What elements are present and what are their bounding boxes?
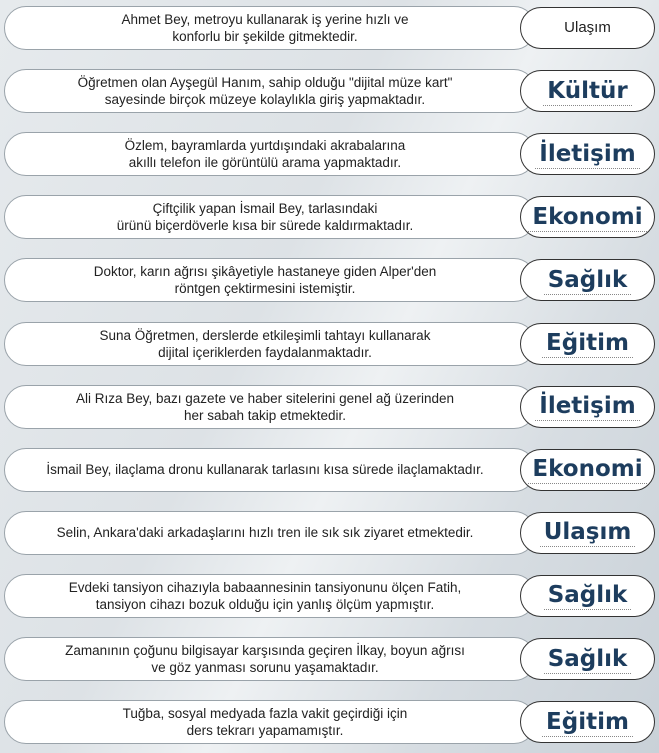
answer-text: Eğitim — [542, 329, 633, 358]
statement-line: her sabah takip etmektedir. — [183, 407, 347, 423]
list-item — [0, 6, 659, 52]
statement-box — [4, 258, 536, 302]
answer-field[interactable] — [520, 323, 655, 365]
statement-line: Tuğba, sosyal medyada fazla vakit geçirdiği için — [122, 706, 408, 722]
statement-line: Suna Öğretmen, derslerde etkileşimli tahtayı kullanarak — [99, 327, 431, 343]
statement-line: Ali Rıza Bey, bazı gazete ve haber sitelerini genel ağ üzerinden — [76, 390, 454, 406]
statement-line: ders tekrarı yapamamıştır. — [186, 723, 344, 739]
statement-box — [4, 574, 536, 618]
statement-line: Zamanının çoğunu bilgisayar karşısında geçiren İlkay, boyun ağrısı — [65, 643, 465, 658]
answer-text: Sağlık — [544, 266, 632, 295]
statement-box — [4, 132, 536, 176]
answer-field[interactable] — [520, 701, 655, 743]
statement-line: Doktor, karın ağrısı şikâyetiyle hastaneye giden Alper'den — [93, 264, 437, 280]
statement-box — [4, 700, 536, 744]
answer-field[interactable] — [520, 259, 655, 301]
list-item — [0, 511, 659, 557]
answer-text: Ulaşım — [564, 19, 611, 36]
statement-line: röntgen çektirmesini istemiştir. — [174, 281, 356, 297]
answer-text: Ekonomi — [528, 203, 646, 232]
statement-line: ve göz yanması sorunu yaşamaktadır. — [151, 660, 379, 675]
answer-text: Sağlık — [544, 581, 632, 610]
statement-line: İsmail Bey, ilaçlama dronu kullanarak tarlasını kısa sürede ilaçlamaktadır. — [46, 462, 484, 478]
statement-line: Çiftçilik yapan İsmail Bey, tarlasındaki — [152, 201, 378, 217]
statement-line: Öğretmen olan Ayşegül Hanım, sahip olduğu "dijital müze kart" — [77, 75, 453, 91]
statement-line: Selin, Ankara'daki arkadaşlarını hızlı tren ile sık sık ziyaret etmektedir. — [56, 525, 474, 541]
statement-line: ürünü biçerdöverle kısa bir sürede kaldırmaktadır. — [116, 218, 414, 234]
answer-text: Sağlık — [544, 645, 632, 674]
statement-line: konforlu bir şekilde gitmektedir. — [172, 29, 358, 44]
list-item — [0, 132, 659, 178]
list-item — [0, 69, 659, 115]
answer-field[interactable] — [520, 575, 655, 617]
answer-text: İletişim — [535, 140, 639, 169]
statement-box — [4, 195, 536, 239]
statement-box — [4, 637, 536, 681]
statement-box — [4, 448, 536, 492]
statement-line: akıllı telefon ile görüntülü arama yapmaktadır. — [128, 155, 402, 171]
statement-line: Evdeki tansiyon cihazıyla babaannesinin tansiyonunu ölçen Fatih, — [68, 579, 462, 595]
list-item — [0, 195, 659, 241]
answer-text: Ulaşım — [540, 518, 636, 547]
answer-field[interactable] — [520, 196, 655, 238]
answer-text: İletişim — [535, 392, 639, 421]
list-item — [0, 448, 659, 494]
answer-text: Kültür — [543, 77, 631, 106]
answer-field[interactable] — [520, 512, 655, 554]
list-item — [0, 385, 659, 431]
statement-line: tansiyon cihazı bozuk olduğu için yanlış ölçüm yapmıştır. — [95, 596, 435, 612]
list-item — [0, 637, 659, 683]
statement-line: dijital içeriklerden faydalanmaktadır. — [158, 344, 372, 360]
answer-field[interactable] — [520, 133, 655, 175]
answer-text: Ekonomi — [528, 455, 646, 484]
answer-field[interactable] — [520, 449, 655, 491]
answer-field[interactable] — [520, 638, 655, 680]
statement-line: Özlem, bayramlarda yurtdışındaki akrabalarına — [124, 138, 406, 154]
statement-box — [4, 6, 536, 50]
list-item — [0, 258, 659, 304]
list-item — [0, 322, 659, 368]
answer-field[interactable] — [520, 386, 655, 428]
answer-field[interactable] — [520, 70, 655, 112]
statement-box — [4, 511, 536, 555]
statement-line: sayesinde birçok müzeye kolaylıkla giriş yapmaktadır. — [104, 92, 426, 108]
statement-box — [4, 385, 536, 429]
answer-field[interactable] — [520, 7, 655, 49]
list-item — [0, 700, 659, 746]
answer-text: Eğitim — [542, 708, 633, 737]
statement-line: Ahmet Bey, metroyu kullanarak iş yerine hızlı ve — [121, 12, 409, 27]
list-item — [0, 574, 659, 620]
statement-box — [4, 69, 536, 113]
statement-box — [4, 322, 536, 366]
